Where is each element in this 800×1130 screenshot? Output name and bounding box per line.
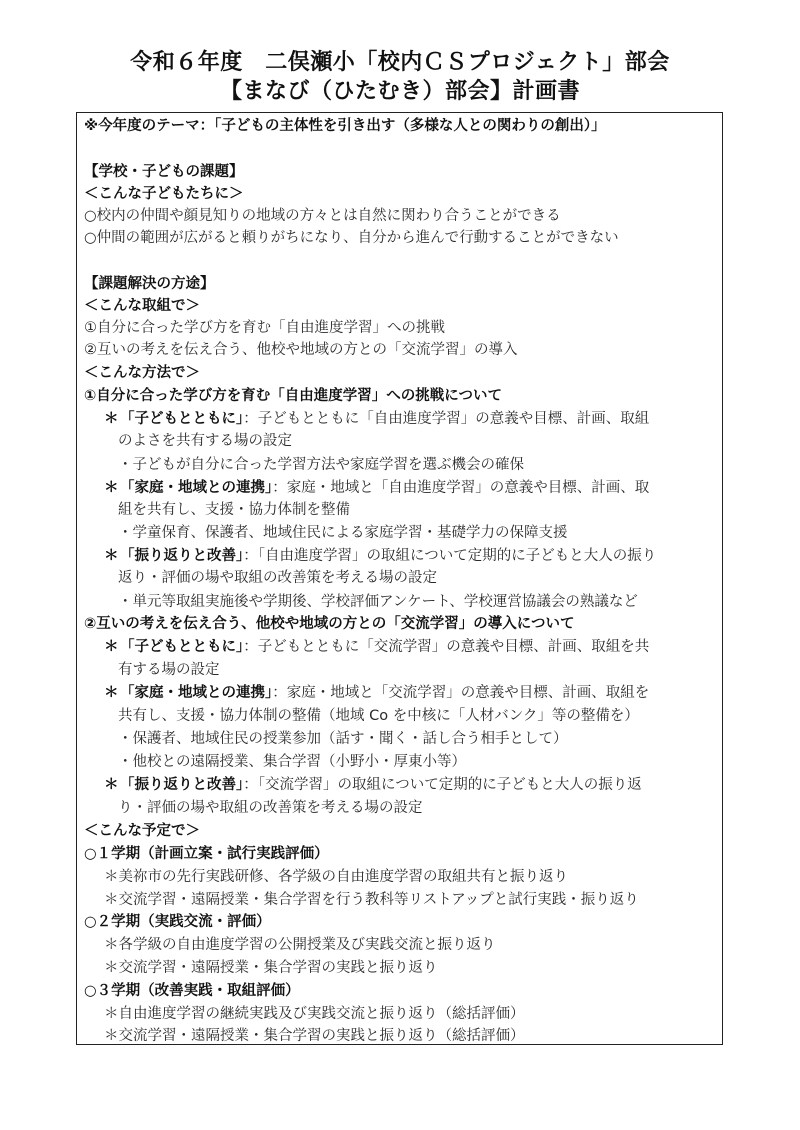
s1-p2-text-cont: 組を共有し、支援・協力体制を整備	[118, 502, 350, 518]
section2-heading: ②互いの考えを伝え合う、他校や地域の方との「交流学習」の導入について	[84, 616, 575, 632]
s2-p3-label: 「振り返りと改善」	[120, 777, 244, 793]
term3-item: ＊交流学習・遠隔授業・集合学習の実践と振り返り（総括評価）	[104, 1028, 525, 1044]
s2-p3-line	[104, 775, 642, 795]
s2-p3-text: ：「交流学習」の取組について定期的に子どもと大人の振り返	[243, 777, 642, 793]
theme: ※今年度のテーマ：「子どもの主体性を引き出す（多様な人との関わりの創出）」	[84, 118, 606, 134]
s2-p1-text-cont: 有する場の設定	[118, 662, 220, 678]
asterisk-mark: ＊	[104, 480, 119, 496]
s1-p3-line	[104, 546, 656, 566]
s1-p1-label: 「子どもとともに」	[120, 411, 244, 427]
s1-p2-line	[104, 478, 649, 498]
s2-p3-text-cont: り・評価の場や取組の改善策を考える場の設定	[118, 800, 423, 816]
asterisk-mark: ＊	[104, 777, 119, 793]
s2-p1-line	[104, 637, 649, 657]
page-title: 令和６年度 二俣瀬小「校内ＣＳプロジェクト」部会	[130, 50, 670, 75]
s1-p3-label: 「振り返りと改善」	[120, 548, 244, 564]
asterisk-mark: ＊	[104, 548, 119, 564]
s2-p2-label: 「家庭・地域との連携」	[120, 685, 273, 701]
s2-p2-text-cont: 共有し、支援・協力体制の整備（地域 Co を中核に「人材バンク」等の整備を）	[118, 708, 639, 724]
term3-heading: ○３学期（改善実践・取組評価）	[84, 983, 300, 999]
term2-heading: ○２学期（実践交流・評価）	[84, 914, 271, 930]
section1-heading: ①自分に合った学び方を育む「自由進度学習」への挑戦について	[84, 388, 502, 404]
term1-item: ＊交流学習・遠隔授業・集合学習を行う教科等リストアップと試行実践・振り返り	[104, 892, 639, 908]
s2-p1-text: ：子どもとともに「交流学習」の意義や目標、計画、取組を共	[243, 639, 650, 655]
s2-p1-label: 「子どもとともに」	[120, 639, 244, 655]
term1-heading: ○１学期（計画立案・試行実践評価）	[84, 846, 329, 862]
s1-p2-bullet: ・学童保育、保護者、地域住民による家庭学習・基礎学力の保障支援	[118, 525, 568, 541]
s2-p2-text: ：家庭・地域と「交流学習」の意義や目標、計画、取組を	[272, 685, 650, 701]
s1-p1-text: ：子どもとともに「自由進度学習」の意義や目標、計画、取組	[243, 411, 650, 427]
s1-p2-text: ：家庭・地域と「自由進度学習」の意義や目標、計画、取	[272, 480, 650, 496]
solution-item: ①自分に合った学び方を育む「自由進度学習」への挑戦	[84, 320, 445, 336]
issues-subheading: ＜こんな子どもたちに＞	[84, 186, 244, 202]
s1-p2-label: 「家庭・地域との連携」	[120, 480, 273, 496]
solutions-heading: 【課題解決の方途】	[84, 276, 215, 292]
s2-p2-bullet: ・他校との遠隔授業、集合学習（小野小・厚東小等）	[118, 754, 466, 770]
s1-p3-text: ：「自由進度学習」の取組について定期的に子どもと大人の振り	[243, 548, 657, 564]
asterisk-mark: ＊	[104, 639, 119, 655]
page-subtitle: 【まなび（ひたむき）部会】計画書	[219, 79, 580, 104]
issue-item: ○校内の仲間や顔見知りの地域の方々とは自然に関わり合うことができる	[84, 208, 561, 224]
s2-p2-bullet: ・保護者、地域住民の授業参加（話す・聞く・話し合う相手として）	[118, 731, 568, 747]
term2-item: ＊交流学習・遠隔授業・集合学習の実践と振り返り	[104, 960, 438, 976]
solution-item: ②互いの考えを伝え合う、他校や地域の方との「交流学習」の導入	[84, 342, 518, 358]
s1-p3-text-cont: 返り・評価の場や取組の改善策を考える場の設定	[118, 570, 437, 586]
term1-item: ＊美祢市の先行実践研修、各学級の自由進度学習の取組共有と振り返り	[104, 869, 568, 885]
term2-item: ＊各学級の自由進度学習の公開授業及び実践交流と振り返り	[104, 937, 496, 953]
issue-item: ○仲間の範囲が広がると頼りがちになり、自分から進んで行動することができない	[84, 230, 619, 246]
s1-p1-line	[104, 409, 649, 429]
s1-p1-text-cont: のよさを共有する場の設定	[118, 433, 292, 449]
methods-subheading: ＜こんな方法で＞	[84, 365, 200, 381]
s1-p3-bullet: ・単元等取組実施後や学期後、学校評価アンケート、学校運営協議会の熟議など	[118, 594, 638, 610]
asterisk-mark: ＊	[104, 685, 119, 701]
asterisk-mark: ＊	[104, 411, 119, 427]
term3-item: ＊自由進度学習の継続実践及び実践交流と振り返り（総括評価）	[104, 1006, 525, 1022]
s2-p2-line	[104, 683, 649, 703]
schedule-subheading: ＜こんな予定で＞	[84, 823, 200, 839]
solutions-subheading: ＜こんな取組で＞	[84, 298, 200, 314]
issues-heading: 【学校・子どもの課題】	[84, 164, 244, 180]
s1-p1-bullet: ・子どもが自分に合った学習方法や家庭学習を選ぶ機会の確保	[118, 457, 524, 473]
